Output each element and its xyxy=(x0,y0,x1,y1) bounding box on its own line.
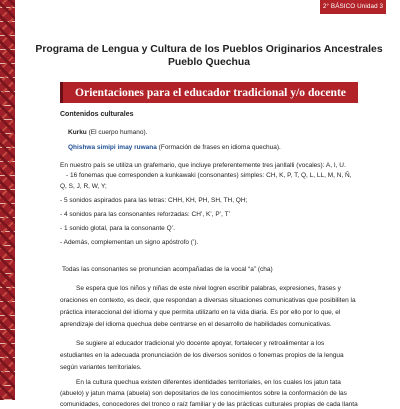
paragraph-line: comunidades, conocedores del tronco o raíz familiar y de las prácticas culturales propias de cada llanta xyxy=(60,401,358,408)
program-title: Programa de Lengua y Cultura de los Pueblos Originarios Ancestrales xyxy=(35,44,383,55)
paragraph-line: - Además, complementan un signo apóstrofo (’). xyxy=(60,239,199,246)
paragraph-line: según variantes territoriales. xyxy=(60,364,142,371)
paragraph-line: práctica interaccional del idioma y que permita utilizarlo en la vida diaria. Es por ello por lo que, el xyxy=(60,309,341,316)
paragraph-line: Se sugiere al educador tradicional y/o docente apoyar, fortalecer y retroalimentar a los xyxy=(76,340,325,347)
paragraph-line: - 4 sonidos para las consonantes reforzadas: CH’, K’, P’, T’ xyxy=(60,211,231,218)
paragraph-line: Todas las consonantes se pronuncian acompañadas de la vocal “a” (cha) xyxy=(62,266,273,273)
item-term: Kurku xyxy=(68,129,87,136)
decorative-pattern-border xyxy=(0,0,15,400)
content-item-kurku xyxy=(68,128,147,137)
paragraph-line: Se espera que los niños y niñas de este nivel logren escribir palabras, expresiones, frases y xyxy=(76,285,341,292)
item-description: (Formación de frases en idioma quechua). xyxy=(156,144,281,151)
section-header-bar xyxy=(60,82,358,103)
grade-unit-badge: 2° BÁSICO Unidad 3 xyxy=(320,0,386,14)
contenidos-heading: Contenidos culturales xyxy=(60,111,134,118)
paragraph-line: estudiantes en la adecuada pronunciación de los diversos sonidos o fonemas propios de la lengua xyxy=(60,352,344,359)
paragraph-line: En nuestro país se utiliza un grafemario, que incluye preferentemente tres janllalli (vocales): A, I, U. xyxy=(60,162,346,169)
section-title: Orientaciones para el educador tradicional y/o docente xyxy=(75,86,346,99)
paragraph-line: En la cultura quechua existen diferentes identidades territoriales, en los cuales los jatun tata xyxy=(76,379,341,386)
paragraph-line: (abuelo) y jatun mama (abuela) son depositarios de los conocimientos sobre la conformación de las xyxy=(60,390,347,397)
item-description: (El cuerpo humano). xyxy=(86,129,148,136)
paragraph-line: oraciones en contexto, es decir, que respondan a diversas situaciones comunicativas que posibiliten la xyxy=(60,297,356,304)
program-subtitle: Pueblo Quechua xyxy=(168,57,250,68)
paragraph-line: aprendizaje del idioma quechua debe centrarse en el desarrollo de habilidades comunicativas. xyxy=(60,321,332,328)
paragraph-line: - 5 sonidos aspirados para las letras: CHH, KH, PH, SH, TH, QH; xyxy=(60,197,248,204)
paragraph-line: - 1 sonido glotal, para la consonante Q’. xyxy=(60,225,175,232)
item-term: Qhishwa simipi imay ruwana xyxy=(68,144,157,151)
paragraph-line: Q, S, J, R, W, Y; xyxy=(60,183,107,190)
paragraph-line: - 16 fonemas que corresponden a kunkawaki (consonantes) simples: CH, K, P, T, Q, L, LL, M, N, Ñ, xyxy=(66,172,352,179)
content-item-qhishwa xyxy=(68,143,281,152)
